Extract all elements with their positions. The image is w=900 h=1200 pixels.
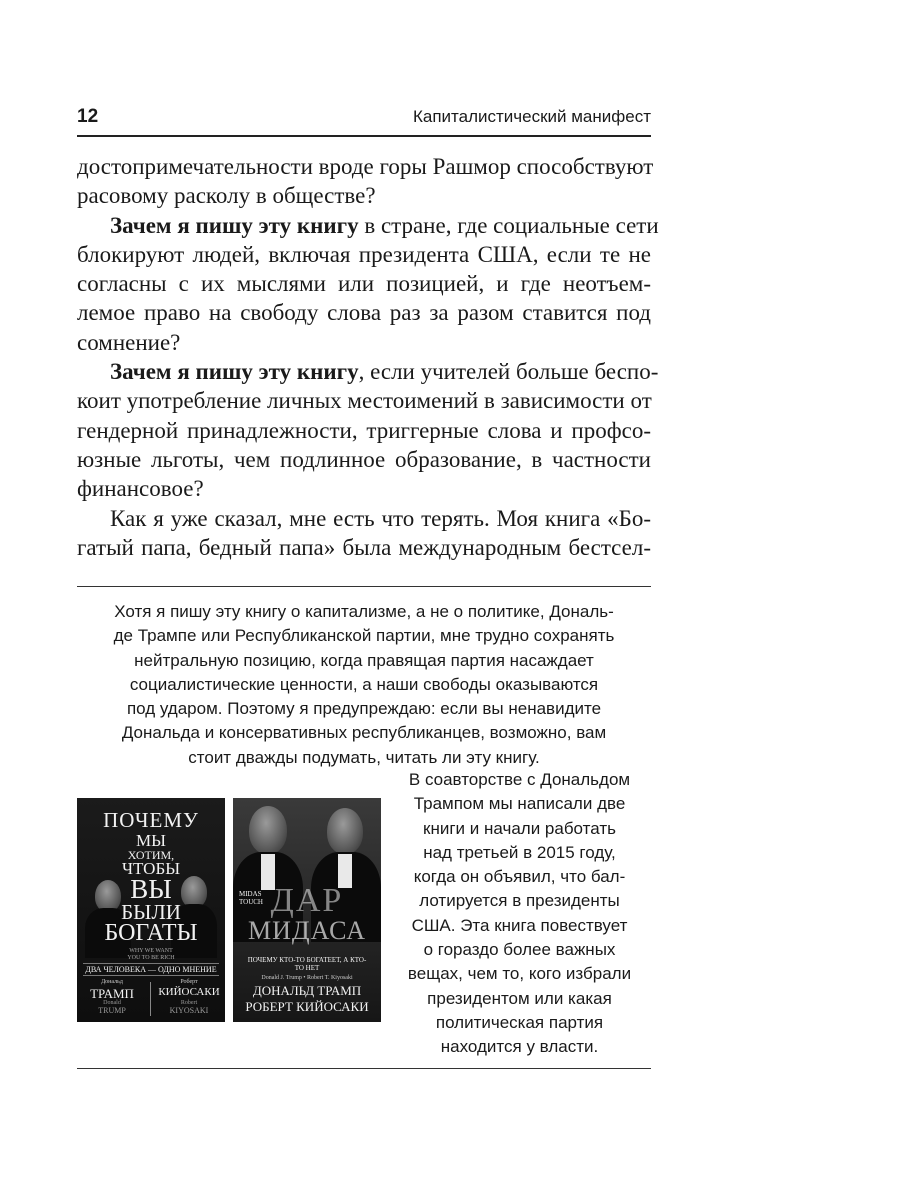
cover-author: РОБЕРТ КИЙОСАКИ	[245, 999, 369, 1014]
bold-phrase: Зачем я пишу эту книгу	[110, 359, 359, 385]
cover-english-authors: Donald J. Trump • Robert T. Kiyosaki	[261, 975, 353, 981]
book-cover-midas-touch	[233, 798, 381, 1022]
sidebar-line: социалистические ценности, а наши свободы оказываются	[129, 674, 599, 694]
cover-english-title: MIDAS	[239, 890, 262, 898]
cover-title: МЫ	[136, 831, 166, 850]
caption-line: политическая партия	[435, 1012, 604, 1032]
running-title: Капиталистический манифест	[412, 107, 651, 126]
text-line: юзные льготы, чем подлинное образование, в частности	[77, 446, 651, 472]
cover-title: ЧТОБЫ	[121, 859, 181, 878]
cover-title: БОГАТЫ	[104, 920, 198, 946]
cover-title: ПОЧЕМУ	[103, 808, 199, 832]
text-line: гатый папа, бедный папа» была международным бестсел-	[77, 534, 651, 560]
book-cover-why-we-want-you-to-be-rich	[77, 798, 225, 1022]
cover-title: ХОТИМ,	[127, 848, 175, 862]
sidebar-line: Дональда и консервативных республиканцев, возможно, вам	[121, 723, 607, 743]
cover-english-title: WHY WE WANT	[129, 948, 173, 954]
cover-author: TRUMP	[98, 1006, 126, 1015]
caption-line: Трампом мы написали две	[413, 794, 626, 814]
text-line: согласны с их мыслями или позицией, и где неотъем-	[77, 271, 651, 297]
bold-phrase: Зачем я пишу эту книгу	[110, 212, 359, 238]
cover-author: KIYOSAKI	[169, 1006, 209, 1015]
portrait-kiyosaki	[327, 808, 363, 854]
sidebar-bottom-rule	[77, 1068, 651, 1069]
cover-title: ВЫ	[130, 874, 172, 904]
page-header	[77, 106, 651, 132]
caption-line: В соавторстве с Дональдом	[408, 770, 631, 789]
sidebar-line: нейтральную позицию, когда правящая партия насаждает	[134, 650, 594, 670]
text-line: Как я уже сказал, мне есть что терять. Моя книга «Бо-	[110, 505, 651, 531]
caption-line: вещах, чем то, кого избрали	[407, 964, 632, 984]
sidebar-note	[77, 600, 651, 770]
text-line: блокируют людей, включая президента США, если те не	[77, 241, 651, 267]
caption-line: президентом или какая	[427, 988, 612, 1008]
cover-caption	[388, 768, 651, 1060]
text-line: расовому расколу в обществе?	[77, 183, 376, 209]
text-line: финансовое?	[77, 476, 204, 502]
page-number: 12	[77, 106, 99, 127]
cover-author: Дональд	[101, 979, 123, 985]
text-line: Зачем я пишу эту книгу, если учителей больше беспо-	[110, 359, 659, 385]
cover-title: ДАР	[270, 882, 344, 919]
cover-tagline: ДВА ЧЕЛОВЕКА — ОДНО МНЕНИЕ	[83, 963, 219, 976]
caption-line: над третьей в 2015 году,	[423, 842, 616, 862]
text-line: сомнение?	[77, 329, 181, 355]
header-rule	[77, 135, 651, 137]
paragraph-3	[77, 357, 659, 503]
cover-author: Donald	[103, 1000, 121, 1006]
body-text	[77, 152, 659, 562]
caption-line: книги и начали работать	[423, 818, 616, 838]
sidebar-line: Хотя я пишу эту книгу о капитализме, а не о политике, Дональ-	[114, 602, 614, 621]
cover-english-title: TOUCH	[239, 898, 263, 906]
caption-line: США. Эта книга повествует	[411, 915, 628, 935]
paragraph-2	[77, 211, 659, 357]
text-line: гендерной принадлежности, триггерные слова и профсо-	[77, 417, 651, 443]
caption-line: находится у власти.	[440, 1037, 599, 1057]
paragraph-1	[77, 152, 654, 211]
sidebar-line: стоит дважды подумать, читать ли эту книгу.	[188, 747, 540, 767]
cover-author: ТРАМП	[90, 986, 134, 1001]
text-line: достопримечательности вроде горы Рашмор способствуют	[77, 154, 654, 179]
cover-author: Robert	[180, 1000, 198, 1006]
cover-author: КИЙОСАКИ	[158, 986, 220, 998]
text-line: коит употребление личных местоимений в зависимости от	[77, 388, 652, 414]
paragraph-4	[77, 504, 651, 563]
text-line: лемое право на свободу слова раз за разом ставится под	[77, 300, 651, 326]
cover-title: БЫЛИ	[121, 900, 181, 924]
sidebar-line: под ударом. Поэтому я предупреждаю: если вы ненавидите	[126, 699, 602, 719]
caption-line: лотируется в президенты	[419, 891, 620, 911]
sidebar-line: де Трампе или Республиканской партии, мне трудно сохранять	[113, 626, 615, 646]
cover-author: Роберт	[180, 979, 198, 985]
cover-subtitle: ПОЧЕМУ КТО-ТО БОГАТЕЕТ, А КТО-ТО НЕТ	[247, 956, 367, 972]
cover-english-title: YOU TO BE RICH	[127, 955, 175, 961]
caption-line: когда он объявил, что бал-	[413, 867, 626, 887]
caption-line: о гораздо более важных	[423, 940, 616, 960]
cover-author: ДОНАЛЬД ТРАМП	[252, 983, 362, 998]
sidebar-top-rule	[77, 586, 651, 587]
text-line: Зачем я пишу эту книгу в стране, где социальные сети	[110, 212, 659, 238]
cover-divider	[150, 982, 151, 1016]
cover-title: МИДАСА	[248, 916, 366, 945]
portrait-trump	[249, 806, 287, 854]
